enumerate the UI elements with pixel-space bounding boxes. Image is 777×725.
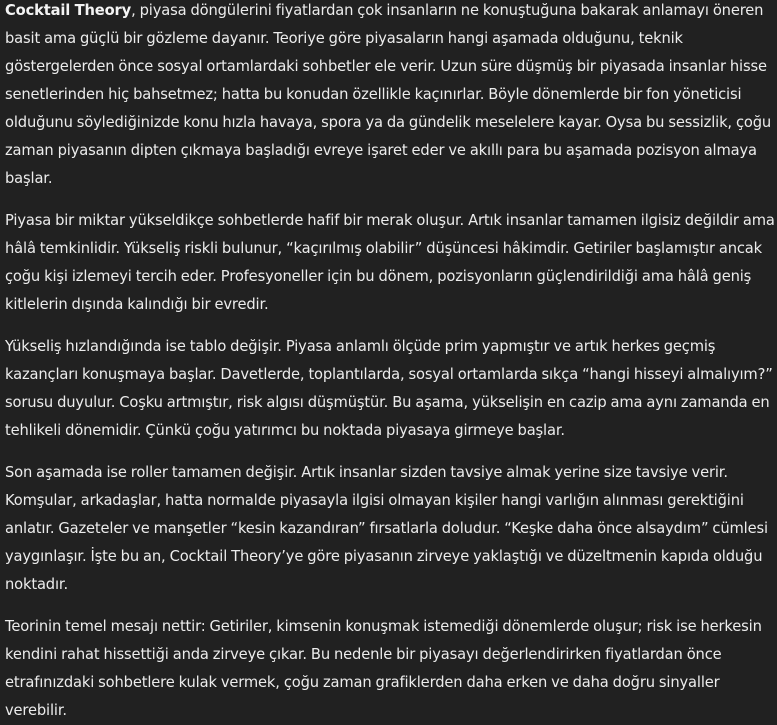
paragraph-text: , piyasa döngülerini fiyatlardan çok insanların ne konuştuğuna bakarak anlamayı öneren basit ama güçlü bir gözleme dayanır. Teoriye göre piyasaların hangi aşamada olduğunu, teknik göstergelerden önce sosyal ortamlardaki sohbetler ele verir. Uzun süre düşmüş bir piyasada insanlar hisse senetlerinden hiç bahsetmez; hatta bu konudan özellikle kaçınırlar. Böyle dönemlerde bir fon yöneticisi olduğunu söylediğinizde konu hızla havaya, spora ya da gündelik meselelere kayar. Oysa bu sessizlik, çoğu zaman piyasanın dipten çıkmaya başladığı evreye işaret eder ve akıllı para bu aşamada pozisyon almaya başlar. <box>5 2 772 187</box>
paragraph-intro <box>5 0 777 193</box>
paragraph-stage-2 <box>5 207 777 319</box>
paragraph-stage-3 <box>5 333 777 445</box>
paragraph-text: Son aşamada ise roller tamamen değişir. Artık insanlar sizden tavsiye almak yerine size tavsiye verir. Komşular, arkadaşlar, hatta normalde piyasayla ilgisi olmayan kişiler hangi varlığın alınması gerektiğini anlatır. Gazeteler ve manşetler “kesin kazandıran” fırsatlarla doludur. “Keşke daha önce alsaydım” cümlesi yaygınlaşır. İşte bu an, Cocktail Theory’ye göre piyasanın zirveye yaklaştığı ve düzeltmenin kapıda olduğu noktadır. <box>5 464 768 593</box>
paragraph-stage-4 <box>5 459 777 599</box>
paragraph-text: Piyasa bir miktar yükseldikçe sohbetlerde hafif bir merak oluşur. Artık insanlar tamamen ilgisiz değildir ama hâlâ temkinlidir. Yükseliş riskli bulunur, “kaçırılmış olabilir” düşüncesi hâkimdir. Getiriler başlamıştır ancak çoğu kişi izlemeyi tercih eder. Profesyoneller için bu dönem, pozisyonların güçlendirildiği ama hâlâ geniş kitlelerin dışında kalındığı bir evredir. <box>5 212 775 313</box>
term-highlight: Cocktail Theory <box>5 2 132 19</box>
paragraph-text: Yükseliş hızlandığında ise tablo değişir. Piyasa anlamlı ölçüde prim yapmıştır ve artık herkes geçmiş kazançları konuşmaya başlar. Davetlerde, toplantılarda, sosyal ortamlarda sıkça “hangi hisseyi almalıyım?” sorusu duyulur. Coşku artmıştır, risk algısı düşmüştür. Bu aşama, yükselişin en cazip ama aynı zamanda en tehlikeli dönemidir. Çünkü çoğu yatırımcı bu noktada piyasaya girmeye başlar. <box>5 338 773 439</box>
paragraph-text: Teorinin temel mesajı nettir: Getiriler, kimsenin konuşmak istemediği dönemlerde oluşur; risk ise herkesin kendini rahat hissettiği anda zirveye çıkar. Bu nedenle bir piyasayı değerlendirirken fiyatlardan önce etrafınızdaki sohbetlere kulak vermek, çoğu zaman grafiklerden daha erken ve daha doğru sinyaller verebilir. <box>5 618 762 719</box>
paragraph-conclusion <box>5 613 777 725</box>
